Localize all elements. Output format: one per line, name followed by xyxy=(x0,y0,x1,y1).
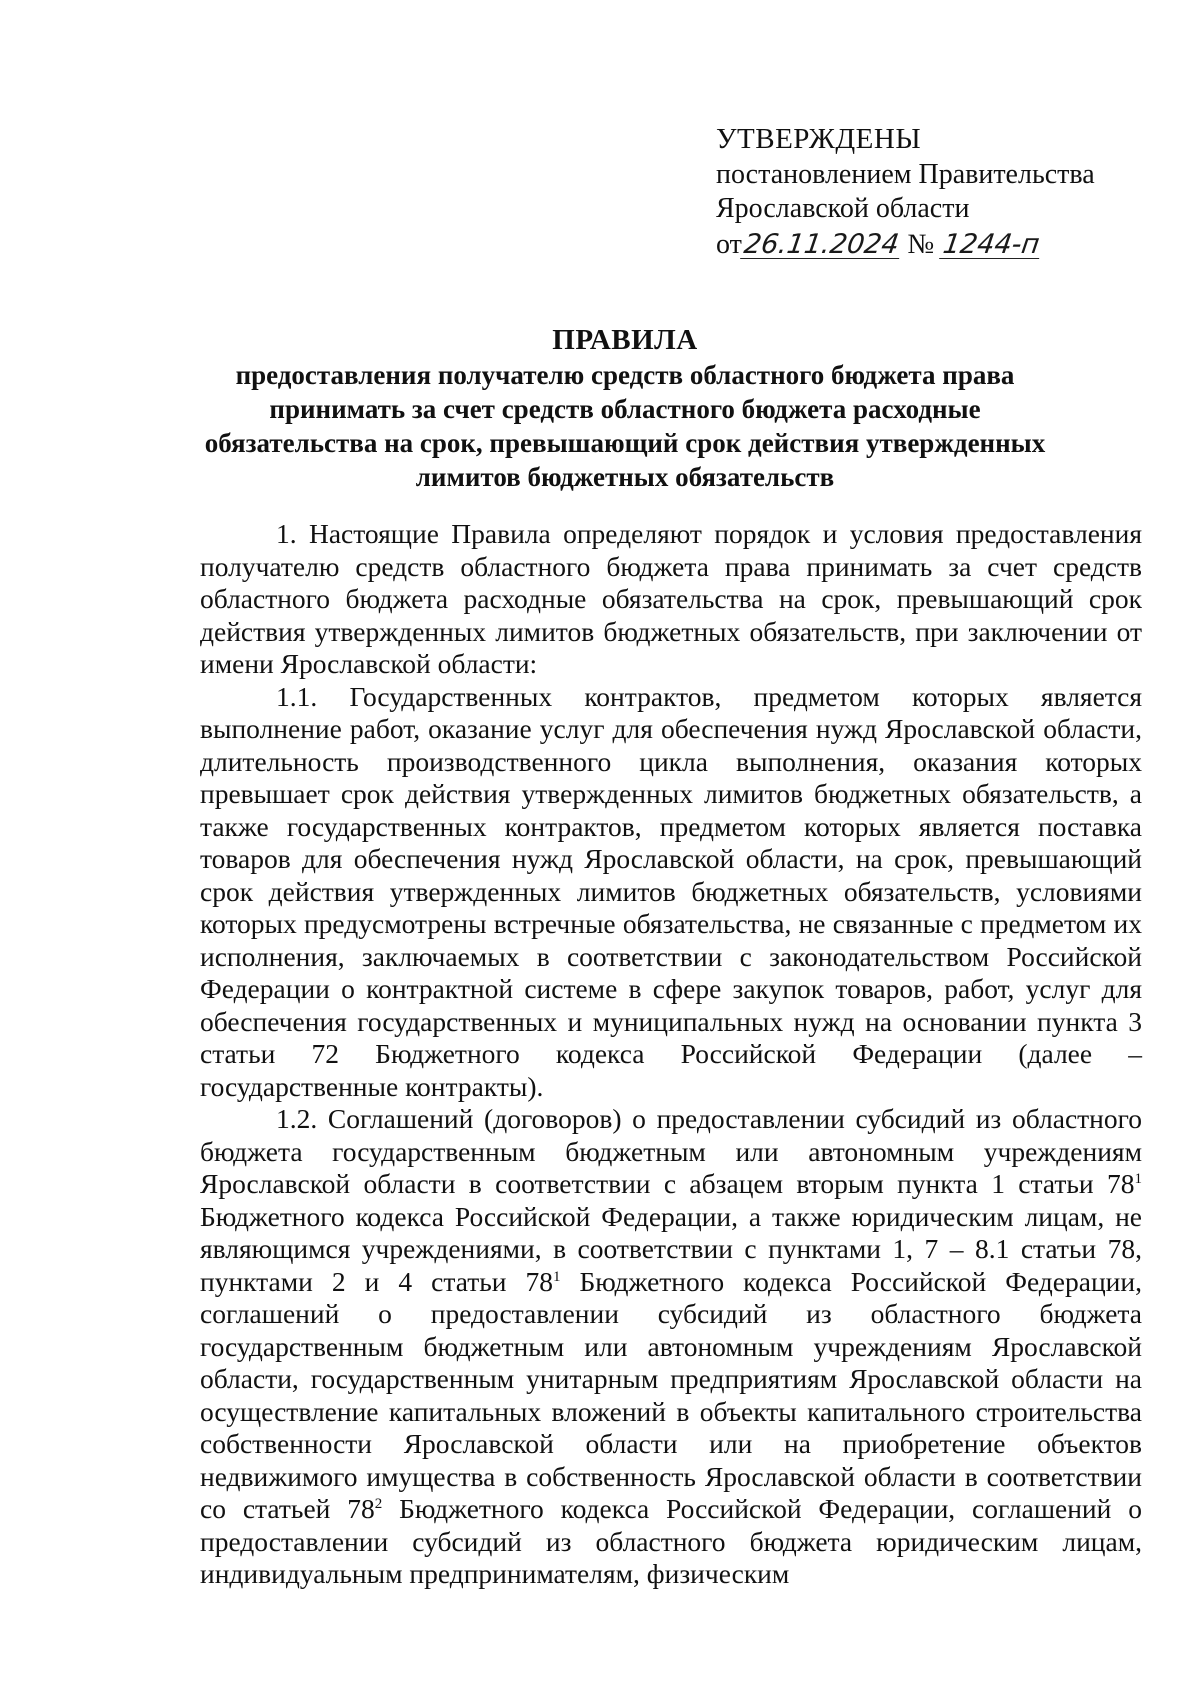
document-title-block xyxy=(190,322,1060,494)
approval-heading: УТВЕРЖДЕНЫ xyxy=(716,123,922,155)
superscript-1: 1 xyxy=(1134,1170,1142,1187)
paragraph-1-2-part-4: Бюджетного кодекса Российской Федерации, соглашений о предоставлении субсидий из областного бюджета юридическим лицам, индивидуальным предпринимателям, физическим xyxy=(200,1493,1142,1589)
document-title: ПРАВИЛА xyxy=(552,324,698,356)
approval-stamp-block xyxy=(716,122,1156,262)
number-prefix: № xyxy=(907,229,935,260)
superscript-3: 2 xyxy=(374,1495,383,1512)
paragraph-1-2-part-1: 1.2. Соглашений (договоров) о предоставлении субсидий из областного бюджета государственным бюджетным или автономным учреждениям Ярославской области в соответствии с абзацем вторым пункта 1 статьи 78 xyxy=(200,1103,1142,1199)
superscript-2: 1 xyxy=(553,1268,561,1285)
paragraph-1-2-part-2: Бюджетного кодекса Российской Федерации, а также юридическим лицам, не являющимся учреждениями, в соответствии с пунктами 1, 7 – 8.1 статьи 78, пунктами 2 и 4 статьи 78 xyxy=(200,1200,1142,1297)
paragraph-1: 1. Настоящие Правила определяют порядок и условия предоставления получателю средств областного бюджета права принимать за счет средств областного бюджета расходные обязательства на срок, превышающий срок действия утвержденных лимитов бюджетных обязательств, при заключении от имени Ярославской области: xyxy=(200,518,1142,679)
paragraph-1-2 xyxy=(200,1103,1142,1591)
date-prefix: от xyxy=(716,229,742,260)
document-subtitle: предоставления получателю средств областного бюджета права принимать за счет средств областного бюджета расходные обязательства на срок, превышающий срок действия утвержденных лимитов бюджетных обязательств xyxy=(204,360,1046,492)
approval-date-number-line xyxy=(716,228,1156,262)
document-body xyxy=(200,518,1142,1591)
approval-line-2: Ярославской области xyxy=(716,193,970,224)
handwritten-date: 26.11.2024 xyxy=(741,229,901,260)
paragraph-1-2-part-3: Бюджетного кодекса Российской Федерации, соглашений о предоставлении субсидий из областного бюджета государственным бюджетным или автономным учреждениям Ярославской области, государственным унитарным предприятиям Ярославской области на осуществление капитальных вложений в объекты капитального строительства собственности Ярославской области или на приобретение объектов недвижимого имущества в собственность Ярославской области в соответствии со статьей 78 xyxy=(200,1265,1142,1524)
paragraph-1-1: 1.1. Государственных контрактов, предметом которых является выполнение работ, оказание услуг для обеспечения нужд Ярославской области, длительность производственного цикла выполнения, оказания которых превышает срок действия утвержденных лимитов бюджетных обязательств, а также государственных контрактов, предметом которых является поставка товаров для обеспечения нужд Ярославской области, на срок, превышающий срок действия утвержденных лимитов бюджетных обязательств, условиями которых предусмотрены встречные обязательства, не связанные с предметом их исполнения, заключаемых в соответствии с законодательством Российской Федерации о контрактной системе в сфере закупок товаров, работ, услуг для обеспечения государственных и муниципальных нужд на основании пункта 3 статьи 72 Бюджетного кодекса Российской Федерации (далее – государственные контракты). xyxy=(200,680,1142,1102)
handwritten-number: 1244-п xyxy=(941,229,1042,260)
approval-line-1: постановлением Правительства xyxy=(716,159,1095,190)
